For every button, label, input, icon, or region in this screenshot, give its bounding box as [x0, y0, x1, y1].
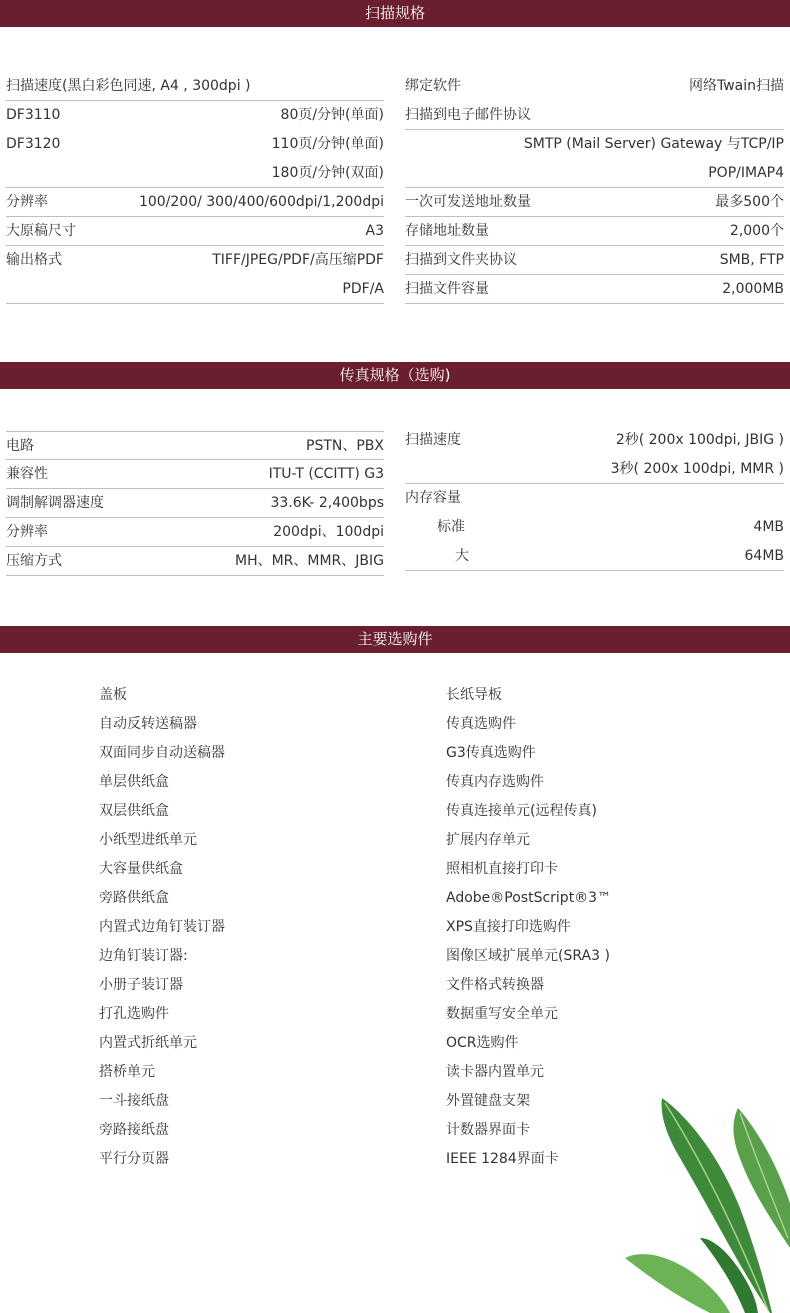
- table-row: [6, 547, 384, 576]
- table-row: [405, 72, 784, 101]
- spec-label: 扫描速度: [405, 432, 461, 448]
- list-item: 双层供纸盒: [99, 803, 169, 819]
- list-item: 数据重写安全单元: [446, 1006, 558, 1022]
- spec-label: 调制解调器速度: [6, 495, 104, 511]
- table-row: [6, 246, 384, 275]
- list-item: 内置式折纸单元: [99, 1035, 197, 1051]
- spec-label: 扫描到电子邮件协议: [405, 107, 531, 123]
- spec-value: PDF/A: [342, 281, 384, 297]
- spec-label: 输出格式: [6, 252, 62, 268]
- list-item: 一斗接纸盘: [99, 1093, 169, 1109]
- spec-value: POP/IMAP4: [708, 165, 784, 181]
- spec-label: 标准: [437, 519, 465, 535]
- list-item: 打孔选购件: [99, 1006, 169, 1022]
- spec-value: 2,000个: [729, 223, 784, 239]
- spec-value: 110页/分钟(单面): [271, 136, 384, 152]
- options-left-list: [99, 681, 225, 1174]
- table-row: [6, 130, 384, 159]
- list-item: 边角钉装订器:: [99, 948, 188, 964]
- list-item: 传真选购件: [446, 716, 516, 732]
- list-item: 计数器界面卡: [446, 1122, 530, 1138]
- list-item: 外置键盘支架: [446, 1093, 530, 1109]
- spec-value: 3秒( 200x 100dpi, MMR ): [610, 461, 784, 477]
- list-item: 照相机直接打印卡: [446, 861, 558, 877]
- table-row: [6, 72, 384, 101]
- list-item: 单层供纸盒: [99, 774, 169, 790]
- table-row: [405, 101, 784, 130]
- table-row: [405, 426, 784, 455]
- spec-label: 兼容性: [6, 466, 48, 482]
- list-item: 平行分页器: [99, 1151, 169, 1167]
- spec-value: 网络Twain扫描: [688, 78, 784, 94]
- spec-value: TIFF/JPEG/PDF/高压缩PDF: [212, 252, 384, 268]
- spec-value: MH、MR、MMR、JBIG: [234, 553, 384, 569]
- options-right-list: [446, 681, 611, 1174]
- table-row: [405, 246, 784, 275]
- plant-leaves-decoration: [620, 1098, 790, 1313]
- list-item: IEEE 1284界面卡: [446, 1151, 559, 1167]
- fax-spec-left-table: [6, 431, 384, 576]
- list-item: 扩展内存单元: [446, 832, 530, 848]
- spec-label: 大: [455, 548, 469, 564]
- spec-label: 压缩方式: [6, 553, 62, 569]
- list-item: 搭桥单元: [99, 1064, 155, 1080]
- spec-value: 100/200/ 300/400/600dpi/1,200dpi: [138, 194, 384, 210]
- table-row: [6, 518, 384, 547]
- list-item: 传真内存选购件: [446, 774, 544, 790]
- list-item: 图像区域扩展单元(SRA3 ): [446, 948, 610, 964]
- table-row: [405, 159, 784, 188]
- list-item: 内置式边角钉装订器: [99, 919, 225, 935]
- list-item: 旁路接纸盘: [99, 1122, 169, 1138]
- spec-label: 电路: [6, 438, 34, 454]
- list-item: 小册子装订器: [99, 977, 183, 993]
- fax-spec-banner: 传真规格（选购): [0, 362, 790, 389]
- spec-value: 最多500个: [715, 194, 784, 210]
- leaf-shape: [625, 1254, 730, 1313]
- scan-spec-banner: 扫描规格: [0, 0, 790, 27]
- list-item: G3传真选购件: [446, 745, 536, 761]
- table-row: [6, 217, 384, 246]
- table-row: [405, 217, 784, 246]
- list-item: 自动反转送稿器: [99, 716, 197, 732]
- table-row: [6, 431, 384, 460]
- spec-label: DF3110: [6, 107, 61, 123]
- spec-label: 大原稿尺寸: [6, 223, 76, 239]
- list-item: 旁路供纸盒: [99, 890, 169, 906]
- list-item: 传真连接单元(远程传真): [446, 803, 597, 819]
- spec-label: 一次可发送地址数量: [405, 194, 531, 210]
- spec-label: 内存容量: [405, 490, 461, 506]
- table-row: [6, 275, 384, 304]
- list-item: OCR选购件: [446, 1035, 519, 1051]
- spec-label: 分辨率: [6, 524, 48, 540]
- list-item: 读卡器内置单元: [446, 1064, 544, 1080]
- spec-value: 64MB: [744, 548, 784, 564]
- list-item: 大容量供纸盒: [99, 861, 183, 877]
- table-row: [405, 130, 784, 159]
- list-item: 盖板: [99, 687, 127, 703]
- spec-value: 2,000MB: [722, 281, 784, 297]
- spec-label: 存储地址数量: [405, 223, 489, 239]
- spec-value: 80页/分钟(单面): [280, 107, 384, 123]
- spec-value: SMB, FTP: [719, 252, 784, 268]
- table-row: [6, 159, 384, 188]
- table-row: [405, 513, 784, 542]
- spec-value: SMTP (Mail Server) Gateway 与TCP/IP: [523, 136, 784, 152]
- table-row: [405, 542, 784, 571]
- spec-value: A3: [365, 223, 384, 239]
- table-row: [405, 455, 784, 484]
- options-banner: 主要选购件: [0, 626, 790, 653]
- scan-spec-right-table: [405, 72, 784, 304]
- spec-value: 200dpi、100dpi: [273, 524, 384, 540]
- list-item: 小纸型进纸单元: [99, 832, 197, 848]
- spec-value: PSTN、PBX: [306, 438, 384, 454]
- table-row: [6, 188, 384, 217]
- spec-value: 4MB: [753, 519, 784, 535]
- list-item: 双面同步自动送稿器: [99, 745, 225, 761]
- table-row: [6, 460, 384, 489]
- spec-label: 分辨率: [6, 194, 48, 210]
- table-row: [405, 275, 784, 304]
- table-row: [6, 489, 384, 518]
- spec-label: 绑定软件: [405, 78, 461, 94]
- fax-spec-right-table: [405, 426, 784, 571]
- spec-value: 33.6K- 2,400bps: [270, 495, 384, 511]
- list-item: Adobe®PostScript®3™: [446, 890, 612, 906]
- list-item: 长纸导板: [446, 687, 502, 703]
- spec-label: 扫描文件容量: [405, 281, 489, 297]
- list-item: XPS直接打印选购件: [446, 919, 571, 935]
- scan-spec-left-table: [6, 72, 384, 304]
- spec-value: 180页/分钟(双面): [271, 165, 384, 181]
- spec-value: ITU-T (CCITT) G3: [268, 466, 384, 482]
- list-item: 文件格式转换器: [446, 977, 544, 993]
- spec-label: 扫描速度(黑白彩色同速, A4 , 300dpi ): [6, 78, 251, 94]
- table-row: [6, 101, 384, 130]
- table-row: [405, 484, 784, 513]
- spec-label: 扫描到文件夹协议: [405, 252, 517, 268]
- spec-label: DF3120: [6, 136, 61, 152]
- table-row: [405, 188, 784, 217]
- spec-value: 2秒( 200x 100dpi, JBIG ): [615, 432, 784, 448]
